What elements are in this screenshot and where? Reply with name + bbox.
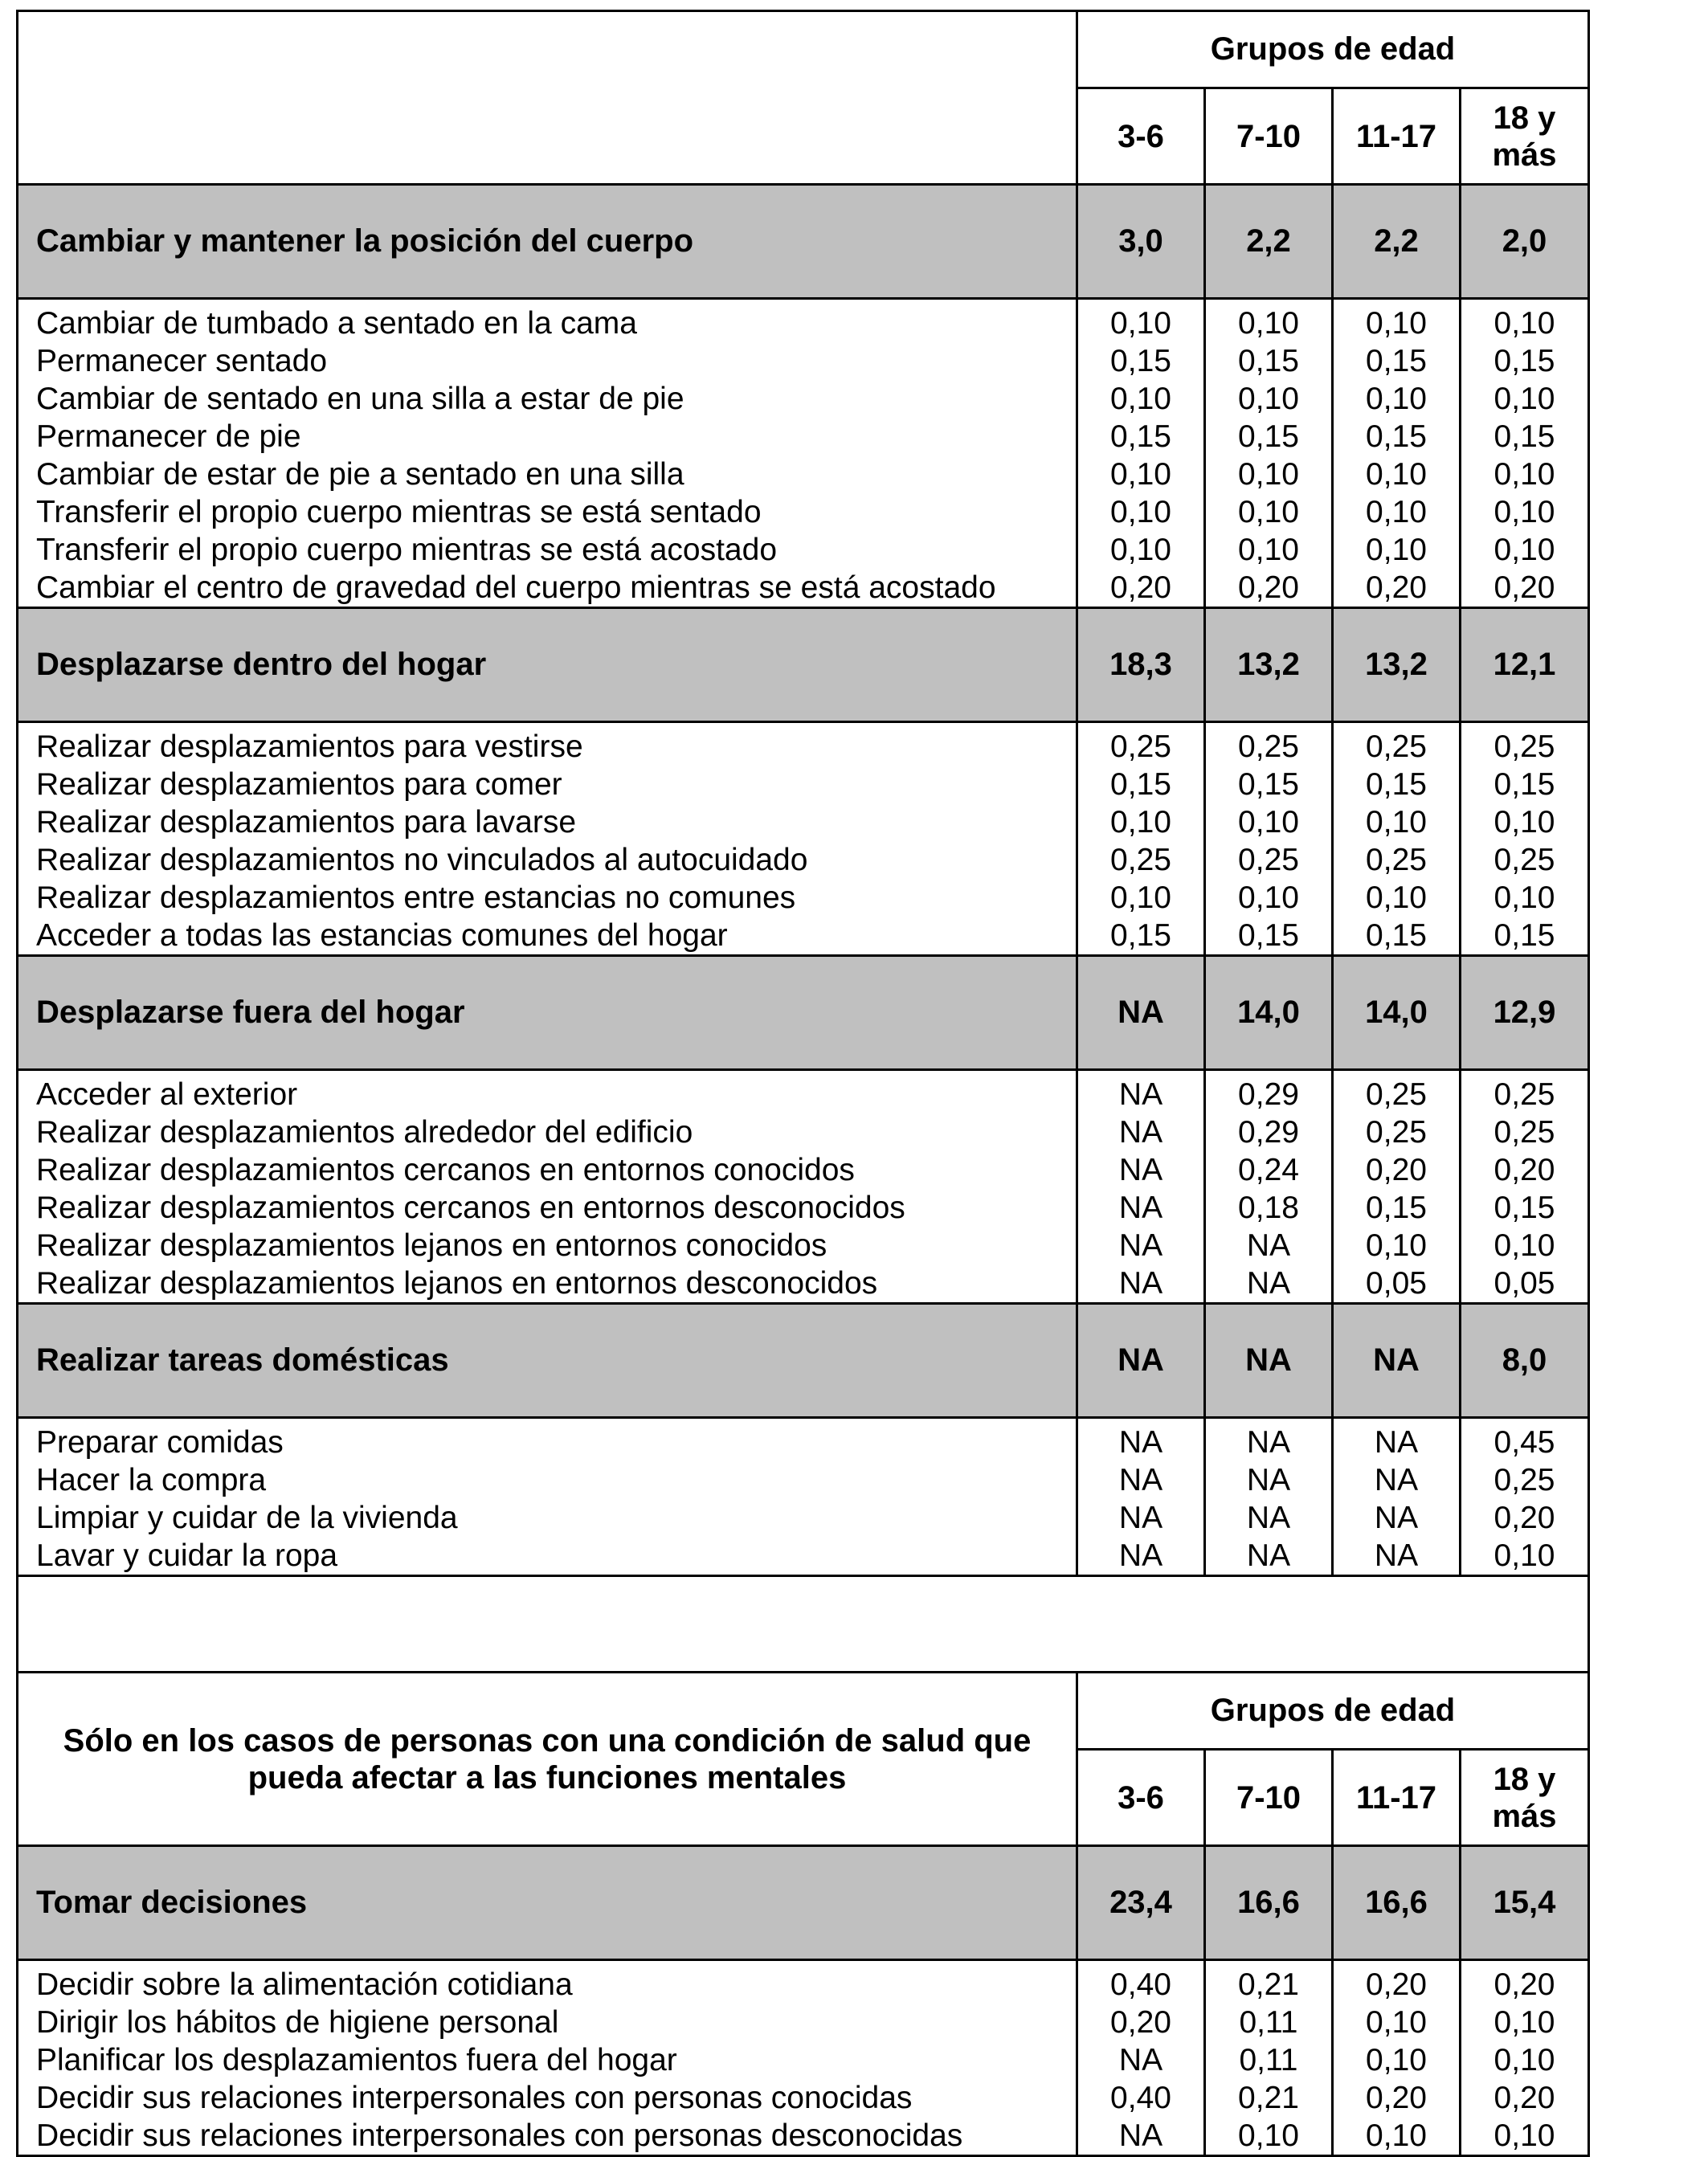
activity-row [18, 841, 1589, 879]
activity-value: 0,10 [1205, 456, 1333, 493]
table-spacer-row [18, 1576, 1589, 1673]
activity-label: Lavar y cuidar la ropa [18, 1537, 1077, 1576]
activity-value: 0,10 [1077, 380, 1205, 418]
age-groups-title: Grupos de edad [1077, 1673, 1589, 1750]
category-total: 12,1 [1461, 608, 1589, 722]
activity-value: 0,25 [1077, 841, 1205, 879]
age-group-header-row [18, 1673, 1589, 1750]
activity-value: NA [1077, 2041, 1205, 2079]
activity-value: 0,10 [1077, 803, 1205, 841]
category-total: 18,3 [1077, 608, 1205, 722]
age-column-header: 11-17 [1333, 88, 1461, 185]
category-total: 23,4 [1077, 1846, 1205, 1960]
category-title: Cambiar y mantener la posición del cuerpo [18, 185, 1077, 299]
category-total: 16,6 [1205, 1846, 1333, 1960]
activity-value: 0,10 [1461, 299, 1589, 343]
activity-value: 0,15 [1077, 342, 1205, 380]
activity-value: 0,20 [1461, 569, 1589, 608]
activity-value: 0,10 [1333, 803, 1461, 841]
activity-row [18, 917, 1589, 956]
activity-value: 0,10 [1461, 2117, 1589, 2156]
activity-value: 0,15 [1333, 766, 1461, 803]
activity-value: 0,10 [1205, 493, 1333, 531]
activity-value: 0,10 [1333, 2117, 1461, 2156]
activity-value: 0,15 [1333, 342, 1461, 380]
activity-value: 0,20 [1205, 569, 1333, 608]
category-total: 3,0 [1077, 185, 1205, 299]
activity-row [18, 342, 1589, 380]
category-row [18, 1304, 1589, 1418]
activity-label: Realizar desplazamientos para lavarse [18, 803, 1077, 841]
activity-value: 0,15 [1333, 418, 1461, 456]
activity-label: Decidir sobre la alimentación cotidiana [18, 1960, 1077, 2004]
activity-value: 0,10 [1333, 380, 1461, 418]
activity-row [18, 722, 1589, 766]
category-total: 14,0 [1333, 956, 1461, 1070]
activity-row [18, 569, 1589, 608]
activity-value: 0,24 [1205, 1151, 1333, 1189]
activity-value: 0,25 [1205, 722, 1333, 766]
activity-value: NA [1205, 1227, 1333, 1264]
activity-value: 0,15 [1205, 766, 1333, 803]
activity-value: 0,45 [1461, 1418, 1589, 1462]
activity-value: 0,40 [1077, 1960, 1205, 2004]
activity-value: 0,25 [1461, 841, 1589, 879]
category-total: NA [1205, 1304, 1333, 1418]
activity-value: 0,25 [1461, 1070, 1589, 1114]
activity-label: Transferir el propio cuerpo mientras se está acostado [18, 531, 1077, 569]
activity-value: 0,05 [1333, 1264, 1461, 1304]
activity-row [18, 2117, 1589, 2156]
activity-label: Dirigir los hábitos de higiene personal [18, 2004, 1077, 2041]
activity-value: 0,15 [1461, 766, 1589, 803]
activity-label: Cambiar el centro de gravedad del cuerpo mientras se está acostado [18, 569, 1077, 608]
age-group-header-row [18, 11, 1589, 88]
activity-value: 0,10 [1077, 531, 1205, 569]
activity-value: 0,25 [1333, 1113, 1461, 1151]
activity-label: Acceder al exterior [18, 1070, 1077, 1114]
activity-label: Realizar desplazamientos no vinculados al autocuidado [18, 841, 1077, 879]
category-title: Desplazarse fuera del hogar [18, 956, 1077, 1070]
activity-value: 0,10 [1461, 1227, 1589, 1264]
activity-label: Cambiar de tumbado a sentado en la cama [18, 299, 1077, 343]
activity-label: Realizar desplazamientos cercanos en entornos conocidos [18, 1151, 1077, 1189]
category-title: Tomar decisiones [18, 1846, 1077, 1960]
activity-value: 0,10 [1461, 2004, 1589, 2041]
activity-label: Hacer la compra [18, 1461, 1077, 1499]
activity-value: NA [1205, 1418, 1333, 1462]
activity-value: 0,15 [1205, 418, 1333, 456]
activity-value: 0,25 [1333, 722, 1461, 766]
activity-row [18, 1461, 1589, 1499]
activity-value: 0,10 [1205, 879, 1333, 917]
activity-value: NA [1077, 1189, 1205, 1227]
category-total: 2,2 [1205, 185, 1333, 299]
category-row [18, 185, 1589, 299]
activity-row [18, 1113, 1589, 1151]
activity-value: NA [1077, 2117, 1205, 2156]
activity-value: 0,10 [1205, 2117, 1333, 2156]
activity-value: 0,25 [1077, 722, 1205, 766]
activity-value: 0,29 [1205, 1113, 1333, 1151]
activity-value: 0,15 [1077, 917, 1205, 956]
activity-value: NA [1333, 1461, 1461, 1499]
activity-label: Decidir sus relaciones interpersonales con personas conocidas [18, 2079, 1077, 2117]
activity-row [18, 1227, 1589, 1264]
activity-row [18, 1070, 1589, 1114]
age-column-header: 11-17 [1333, 1750, 1461, 1846]
category-total: 2,0 [1461, 185, 1589, 299]
activity-value: 0,15 [1205, 342, 1333, 380]
activity-row [18, 1264, 1589, 1304]
activity-value: NA [1077, 1227, 1205, 1264]
category-row [18, 956, 1589, 1070]
category-total: 16,6 [1333, 1846, 1461, 1960]
activity-value: 0,10 [1461, 2041, 1589, 2079]
category-total: NA [1333, 1304, 1461, 1418]
activity-value: 0,10 [1461, 1537, 1589, 1576]
scoring-grid [16, 10, 1590, 2157]
activity-value: 0,25 [1333, 1070, 1461, 1114]
activity-row [18, 1189, 1589, 1227]
activity-label: Preparar comidas [18, 1418, 1077, 1462]
activity-value: NA [1077, 1151, 1205, 1189]
activity-label: Cambiar de estar de pie a sentado en una silla [18, 456, 1077, 493]
category-total: NA [1077, 956, 1205, 1070]
activity-value: 0,10 [1333, 456, 1461, 493]
activity-value: 0,10 [1333, 299, 1461, 343]
activity-value: NA [1077, 1264, 1205, 1304]
activity-value: 0,10 [1461, 879, 1589, 917]
age-column-header: 18 y más [1461, 88, 1589, 185]
activity-row [18, 879, 1589, 917]
activity-row [18, 803, 1589, 841]
activity-value: 0,25 [1461, 722, 1589, 766]
activity-value: 0,10 [1077, 456, 1205, 493]
activity-value: NA [1077, 1113, 1205, 1151]
activity-value: 0,10 [1461, 493, 1589, 531]
activity-value: 0,10 [1205, 531, 1333, 569]
category-total: 15,4 [1461, 1846, 1589, 1960]
activity-value: 0,20 [1461, 2079, 1589, 2117]
activity-value: 0,20 [1333, 569, 1461, 608]
activity-value: NA [1333, 1499, 1461, 1537]
activity-row [18, 380, 1589, 418]
activity-value: 0,20 [1333, 2079, 1461, 2117]
activity-value: 0,20 [1077, 2004, 1205, 2041]
activity-value: 0,15 [1461, 917, 1589, 956]
activity-row [18, 1151, 1589, 1189]
activity-row [18, 2004, 1589, 2041]
category-total: 8,0 [1461, 1304, 1589, 1418]
activity-row [18, 1537, 1589, 1576]
activity-value: 0,20 [1077, 569, 1205, 608]
activity-value: NA [1205, 1461, 1333, 1499]
activity-value: 0,10 [1461, 380, 1589, 418]
activity-value: 0,10 [1333, 493, 1461, 531]
activity-value: 0,11 [1205, 2004, 1333, 2041]
activity-label: Realizar desplazamientos cercanos en entornos desconocidos [18, 1189, 1077, 1227]
activity-value: 0,21 [1205, 2079, 1333, 2117]
activity-label: Realizar desplazamientos entre estancias no comunes [18, 879, 1077, 917]
activity-value: 0,10 [1333, 879, 1461, 917]
activity-label: Limpiar y cuidar de la vivienda [18, 1499, 1077, 1537]
age-column-header: 7-10 [1205, 88, 1333, 185]
activity-value: 0,10 [1333, 1227, 1461, 1264]
mental-health-note: Sólo en los casos de personas con una condición de salud que pueda afectar a las funciones mentales [18, 1673, 1077, 1846]
activity-value: 0,20 [1461, 1499, 1589, 1537]
activity-label: Planificar los desplazamientos fuera del hogar [18, 2041, 1077, 2079]
activity-value: 0,05 [1461, 1264, 1589, 1304]
scoring-table [16, 10, 1587, 2157]
category-total: 13,2 [1205, 608, 1333, 722]
activity-label: Realizar desplazamientos para vestirse [18, 722, 1077, 766]
age-column-header: 7-10 [1205, 1750, 1333, 1846]
activity-value: NA [1077, 1537, 1205, 1576]
activity-value: NA [1205, 1264, 1333, 1304]
activity-label: Realizar desplazamientos lejanos en entornos desconocidos [18, 1264, 1077, 1304]
activity-value: 0,10 [1461, 803, 1589, 841]
activity-label: Permanecer sentado [18, 342, 1077, 380]
activity-value: 0,10 [1461, 456, 1589, 493]
category-row [18, 1846, 1589, 1960]
activity-label: Realizar desplazamientos para comer [18, 766, 1077, 803]
activity-value: NA [1333, 1537, 1461, 1576]
spacer-cell [18, 1576, 1589, 1673]
activity-value: 0,10 [1077, 299, 1205, 343]
activity-value: 0,25 [1205, 841, 1333, 879]
activity-label: Cambiar de sentado en una silla a estar de pie [18, 380, 1077, 418]
activity-value: NA [1077, 1418, 1205, 1462]
activity-row [18, 2079, 1589, 2117]
activity-value: 0,15 [1205, 917, 1333, 956]
activity-value: 0,20 [1333, 1151, 1461, 1189]
activity-value: 0,10 [1461, 531, 1589, 569]
activity-label: Transferir el propio cuerpo mientras se está sentado [18, 493, 1077, 531]
header-corner [18, 11, 1077, 185]
activity-row [18, 418, 1589, 456]
activity-value: 0,10 [1333, 2041, 1461, 2079]
activity-value: NA [1077, 1461, 1205, 1499]
age-column-header: 3-6 [1077, 88, 1205, 185]
activity-value: 0,10 [1205, 803, 1333, 841]
activity-row [18, 531, 1589, 569]
category-title: Realizar tareas domésticas [18, 1304, 1077, 1418]
activity-value: NA [1333, 1418, 1461, 1462]
activity-value: 0,18 [1205, 1189, 1333, 1227]
age-column-header: 18 y más [1461, 1750, 1589, 1846]
activity-row [18, 1960, 1589, 2004]
activity-value: 0,15 [1077, 766, 1205, 803]
activity-value: 0,25 [1333, 841, 1461, 879]
activity-value: NA [1205, 1499, 1333, 1537]
activity-value: 0,15 [1461, 342, 1589, 380]
activity-label: Permanecer de pie [18, 418, 1077, 456]
activity-value: 0,20 [1461, 1960, 1589, 2004]
category-total: 13,2 [1333, 608, 1461, 722]
activity-value: NA [1077, 1070, 1205, 1114]
activity-row [18, 456, 1589, 493]
activity-value: 0,20 [1333, 1960, 1461, 2004]
activity-row [18, 766, 1589, 803]
activity-row [18, 1499, 1589, 1537]
activity-value: 0,21 [1205, 1960, 1333, 2004]
activity-value: 0,29 [1205, 1070, 1333, 1114]
activity-label: Realizar desplazamientos alrededor del edificio [18, 1113, 1077, 1151]
activity-value: 0,15 [1461, 418, 1589, 456]
activity-value: NA [1205, 1537, 1333, 1576]
activity-value: NA [1077, 1499, 1205, 1537]
activity-value: 0,10 [1205, 380, 1333, 418]
activity-value: 0,15 [1333, 1189, 1461, 1227]
activity-value: 0,10 [1333, 531, 1461, 569]
activity-label: Decidir sus relaciones interpersonales con personas desconocidas [18, 2117, 1077, 2156]
category-total: 14,0 [1205, 956, 1333, 1070]
category-total: NA [1077, 1304, 1205, 1418]
activity-row [18, 493, 1589, 531]
category-row [18, 608, 1589, 722]
activity-row [18, 299, 1589, 343]
activity-value: 0,11 [1205, 2041, 1333, 2079]
activity-row [18, 2041, 1589, 2079]
activity-value: 0,40 [1077, 2079, 1205, 2117]
activity-value: 0,15 [1461, 1189, 1589, 1227]
activity-value: 0,10 [1333, 2004, 1461, 2041]
category-title: Desplazarse dentro del hogar [18, 608, 1077, 722]
activity-value: 0,15 [1333, 917, 1461, 956]
activity-label: Realizar desplazamientos lejanos en entornos conocidos [18, 1227, 1077, 1264]
activity-value: 0,25 [1461, 1113, 1589, 1151]
activity-row [18, 1418, 1589, 1462]
activity-value: 0,20 [1461, 1151, 1589, 1189]
activity-value: 0,15 [1077, 418, 1205, 456]
category-total: 2,2 [1333, 185, 1461, 299]
category-total: 12,9 [1461, 956, 1589, 1070]
activity-value: 0,10 [1077, 879, 1205, 917]
activity-value: 0,25 [1461, 1461, 1589, 1499]
age-column-header: 3-6 [1077, 1750, 1205, 1846]
activity-label: Acceder a todas las estancias comunes del hogar [18, 917, 1077, 956]
activity-value: 0,10 [1077, 493, 1205, 531]
activity-value: 0,10 [1205, 299, 1333, 343]
age-groups-title: Grupos de edad [1077, 11, 1589, 88]
